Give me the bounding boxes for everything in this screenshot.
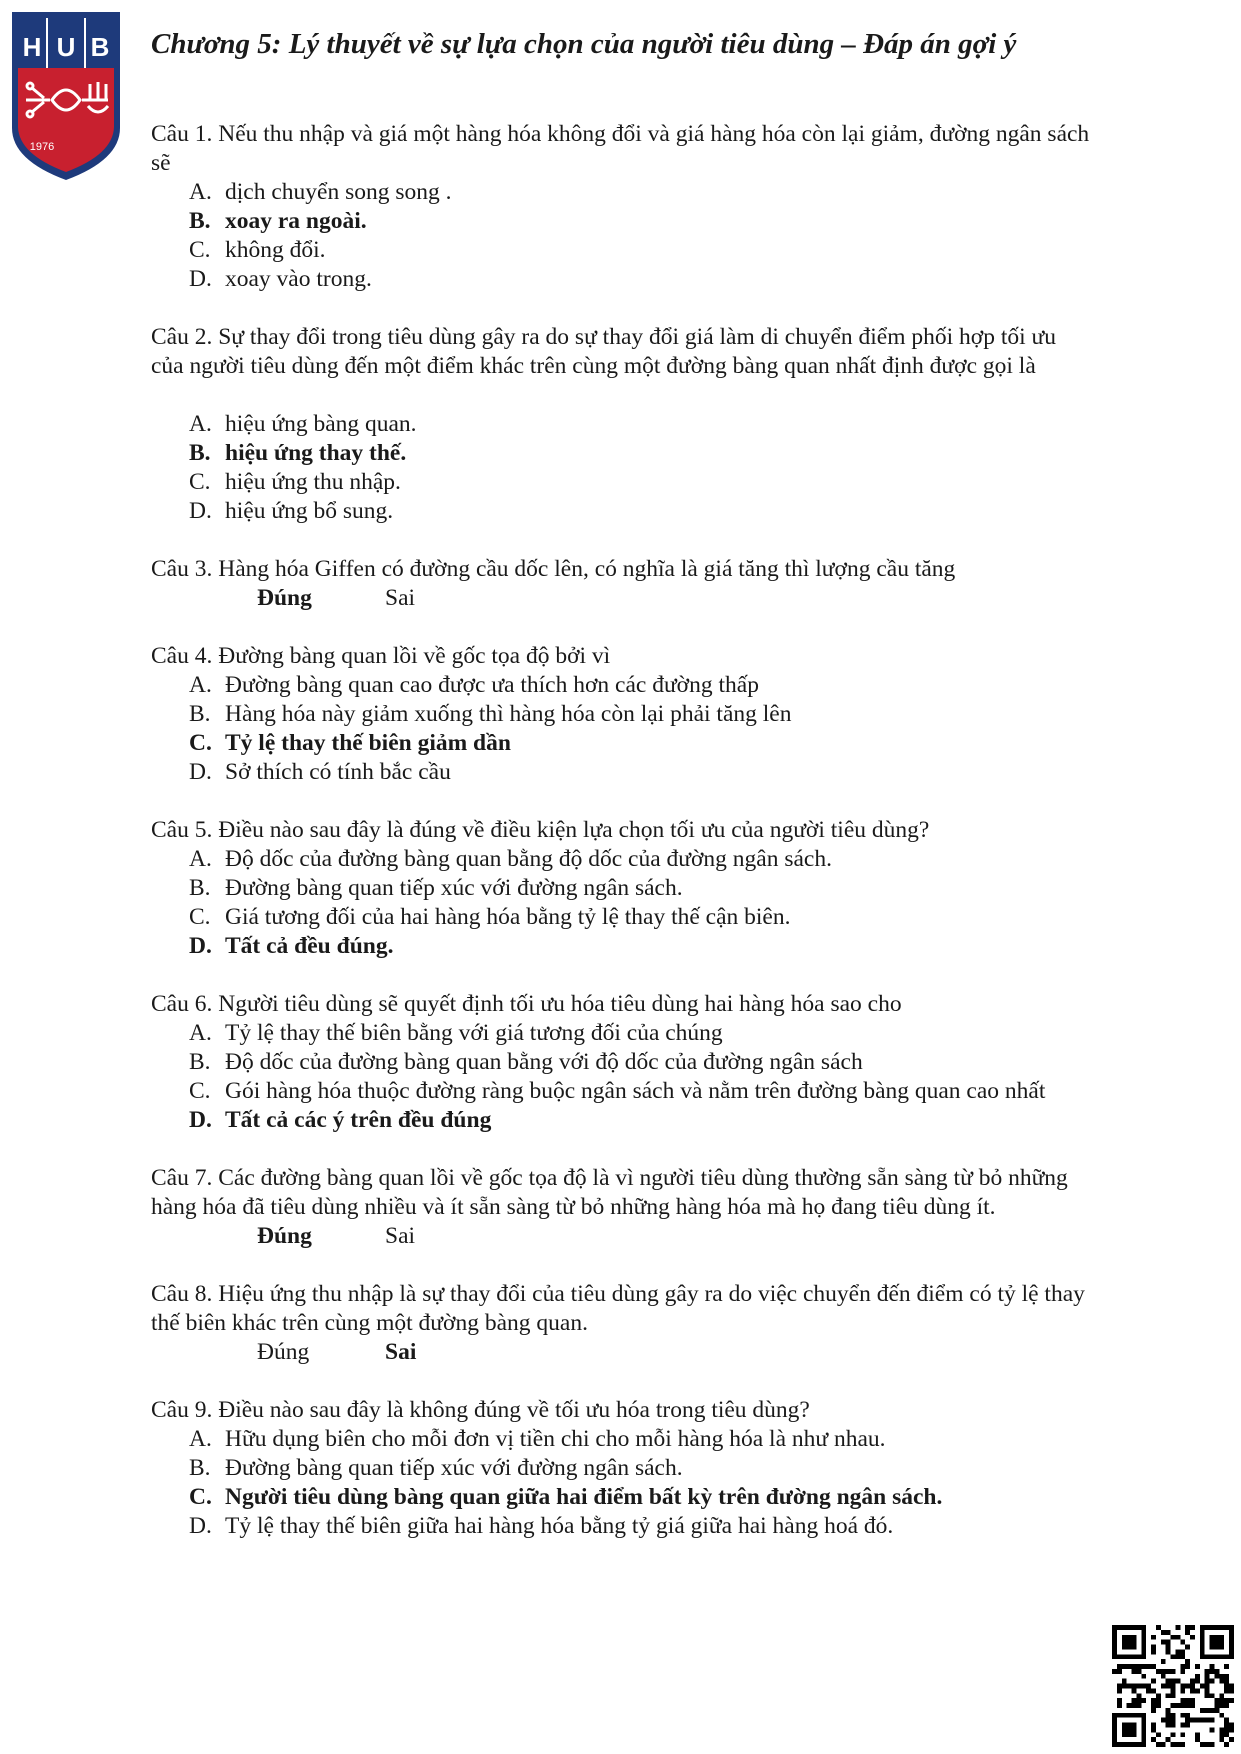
option-letter: C.	[189, 237, 211, 263]
option-letter: D.	[189, 759, 212, 785]
option-item	[151, 1425, 1091, 1454]
correct-answer: Sai	[385, 1339, 417, 1365]
question-block	[151, 555, 1091, 613]
correct-option	[151, 207, 1091, 236]
correct-option	[151, 439, 1091, 468]
question-block	[151, 1396, 1091, 1541]
option-letter: B.	[189, 1049, 211, 1075]
question-text: Câu 2. Sự thay đổi trong tiêu dùng gây ra do sự thay đổi giá làm di chuyển điểm phối hợp tối ưu của người tiêu dùng đến một điểm khác trên cùng một đường bàng quan nhất định được gọi là	[151, 324, 1057, 379]
option-letter: B.	[189, 701, 211, 727]
correct-option	[151, 1483, 1091, 1512]
option-letter: B.	[189, 875, 211, 901]
option-text: Đường bàng quan tiếp xúc với đường ngân sách.	[225, 1455, 683, 1481]
option-text: Tỷ lệ thay thế biên bằng với giá tương đối của chúng	[225, 1020, 723, 1046]
question-block	[151, 120, 1091, 294]
option-list	[151, 178, 1091, 294]
option-letter: C.	[189, 730, 212, 756]
true-false-answers	[151, 584, 1091, 613]
option-text: hiệu ứng thu nhập.	[225, 469, 401, 495]
option-letter: A.	[189, 411, 212, 437]
question-text: Câu 7. Các đường bàng quan lồi về gốc tọa độ là vì người tiêu dùng thường sẵn sàng từ bỏ những hàng hóa đã tiêu dùng nhiều và ít sẵn sàng từ bỏ những hàng hóa mà họ đang tiêu dùng ít.	[151, 1165, 1068, 1220]
option-item	[151, 236, 1091, 265]
question-block	[151, 642, 1091, 787]
option-text: hiệu ứng bàng quan.	[225, 411, 417, 437]
option-text: Độ dốc của đường bàng quan bằng với độ dốc của đường ngân sách	[225, 1049, 863, 1075]
option-text: hiệu ứng bổ sung.	[225, 498, 394, 524]
option-list	[151, 845, 1091, 961]
svg-text:H: H	[22, 32, 42, 62]
svg-text:B: B	[90, 32, 110, 62]
question-block	[151, 816, 1091, 961]
option-list	[151, 671, 1091, 787]
option-text: Tất cả các ý trên đều đúng	[225, 1107, 492, 1133]
question-list	[151, 120, 1091, 1570]
option-letter: A.	[189, 1020, 212, 1046]
option-letter: A.	[189, 672, 212, 698]
question-text: Câu 8. Hiệu ứng thu nhập là sự thay đổi của tiêu dùng gây ra do việc chuyển đến điểm có tỷ lệ thay thế biên khác trên cùng một đường bàng quan.	[151, 1281, 1085, 1336]
svg-text:U: U	[56, 32, 76, 62]
option-letter: C.	[189, 469, 211, 495]
qr-code	[1112, 1625, 1234, 1747]
option-text: xoay vào trong.	[225, 266, 372, 292]
option-letter: A.	[189, 846, 212, 872]
question-text: Câu 6. Người tiêu dùng sẽ quyết định tối ưu hóa tiêu dùng hai hàng hóa sao cho	[151, 991, 902, 1017]
svg-text:1976: 1976	[29, 141, 55, 153]
option-letter: D.	[189, 933, 212, 959]
correct-answer: Đúng	[257, 585, 312, 611]
option-text: xoay ra ngoài.	[225, 208, 367, 234]
option-text: Tỷ lệ thay thế biên giữa hai hàng hóa bằng tỷ giá giữa hai hàng hoá đó.	[225, 1513, 894, 1539]
option-text: dịch chuyển song song .	[225, 179, 452, 205]
question-block	[151, 1164, 1091, 1251]
option-item	[151, 1048, 1091, 1077]
option-item	[151, 845, 1091, 874]
option-letter: C.	[189, 904, 211, 930]
option-text: Người tiêu dùng bàng quan giữa hai điểm bất kỳ trên đường ngân sách.	[225, 1484, 943, 1510]
option-item	[151, 1077, 1091, 1106]
correct-option	[151, 1106, 1091, 1135]
option-letter: B.	[189, 1455, 211, 1481]
question-block	[151, 990, 1091, 1135]
question-text: Câu 9. Điều nào sau đây là không đúng về tối ưu hóa trong tiêu dùng?	[151, 1397, 810, 1423]
option-text: Đường bàng quan cao được ưa thích hơn các đường thấp	[225, 672, 759, 698]
option-letter: D.	[189, 498, 212, 524]
option-item	[151, 1019, 1091, 1048]
answer-choice: Sai	[385, 585, 416, 611]
question-text: Câu 4. Đường bàng quan lồi về gốc tọa độ bởi vì	[151, 643, 611, 669]
option-item	[151, 265, 1091, 294]
option-item	[151, 410, 1091, 439]
option-text: Hàng hóa này giảm xuống thì hàng hóa còn lại phải tăng lên	[225, 701, 792, 727]
option-text: Đường bàng quan tiếp xúc với đường ngân sách.	[225, 875, 683, 901]
answer-choice: Sai	[385, 1223, 416, 1249]
option-letter: B.	[189, 440, 211, 466]
question-text: Câu 3. Hàng hóa Giffen có đường cầu dốc lên, có nghĩa là giá tăng thì lượng cầu tăng	[151, 556, 956, 582]
option-letter: B.	[189, 208, 211, 234]
option-letter: D.	[189, 266, 212, 292]
option-item	[151, 671, 1091, 700]
option-text: Sở thích có tính bắc cầu	[225, 759, 451, 785]
true-false-answers	[151, 1338, 1091, 1367]
option-list	[151, 1425, 1091, 1541]
correct-option	[151, 729, 1091, 758]
option-letter: D.	[189, 1107, 212, 1133]
question-block	[151, 323, 1091, 526]
page-title: Chương 5: Lý thuyết về sự lựa chọn của người tiêu dùng – Đáp án gợi ý	[151, 28, 1017, 60]
option-text: Giá tương đối của hai hàng hóa bằng tỷ lệ thay thế cận biên.	[225, 904, 791, 930]
option-text: không đổi.	[225, 237, 326, 263]
option-list	[151, 1019, 1091, 1135]
option-item	[151, 178, 1091, 207]
option-list	[151, 410, 1091, 526]
option-item	[151, 874, 1091, 903]
true-false-answers	[151, 1222, 1091, 1251]
option-text: hiệu ứng thay thế.	[225, 440, 407, 466]
option-item	[151, 468, 1091, 497]
option-letter: D.	[189, 1513, 212, 1539]
hub-logo	[10, 10, 122, 182]
option-item	[151, 700, 1091, 729]
option-letter: A.	[189, 1426, 212, 1452]
correct-option	[151, 932, 1091, 961]
option-item	[151, 903, 1091, 932]
option-item	[151, 1512, 1091, 1541]
option-letter: C.	[189, 1078, 211, 1104]
option-text: Hữu dụng biên cho mỗi đơn vị tiền chi cho mỗi hàng hóa là như nhau.	[225, 1426, 886, 1452]
question-text: Câu 5. Điều nào sau đây là đúng về điều kiện lựa chọn tối ưu của người tiêu dùng?	[151, 817, 930, 843]
option-letter: A.	[189, 179, 212, 205]
option-item	[151, 497, 1091, 526]
option-item	[151, 1454, 1091, 1483]
question-text: Câu 1. Nếu thu nhập và giá một hàng hóa không đổi và giá hàng hóa còn lại giảm, đường ngân sách sẽ	[151, 121, 1090, 176]
option-letter: C.	[189, 1484, 212, 1510]
question-block	[151, 1280, 1091, 1367]
option-text: Gói hàng hóa thuộc đường ràng buộc ngân sách và nằm trên đường bàng quan cao nhất	[225, 1078, 1046, 1104]
option-text: Tất cả đều đúng.	[225, 933, 394, 959]
option-item	[151, 758, 1091, 787]
question-spacer	[151, 381, 1091, 410]
answer-choice: Đúng	[257, 1339, 310, 1365]
option-text: Tỷ lệ thay thế biên giảm dần	[225, 730, 511, 756]
correct-answer: Đúng	[257, 1223, 312, 1249]
option-text: Độ dốc của đường bàng quan bằng độ dốc của đường ngân sách.	[225, 846, 832, 872]
